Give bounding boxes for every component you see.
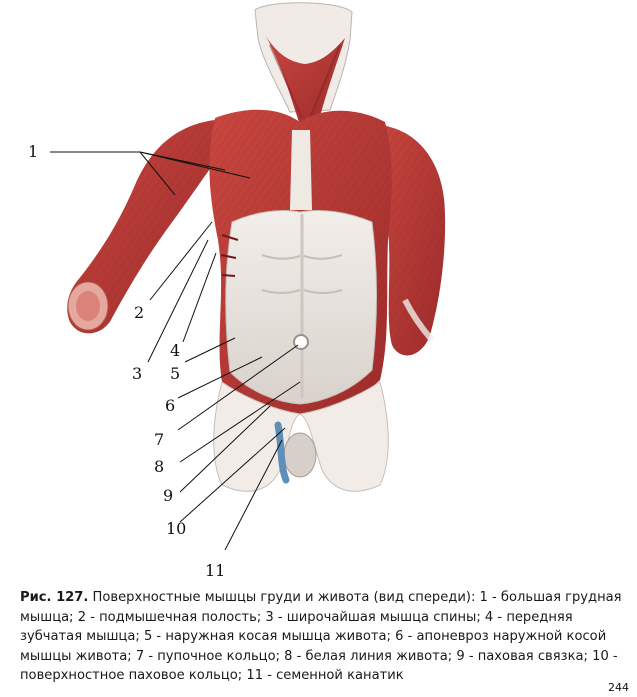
callout-1: 1 bbox=[28, 142, 39, 161]
head-neck bbox=[255, 3, 352, 125]
callout-5: 5 bbox=[170, 364, 181, 383]
caption-label: Рис. 127. bbox=[20, 590, 89, 605]
callout-10: 10 bbox=[166, 519, 187, 538]
caption-text: Поверхностные мышцы груди и живота (вид спереди): 1 - большая грудная мышца; 2 - подмышечная полость; 3 - широчайшая мышца спины; 4 - передняя зубчатая мышца; 5 - наружная косая мышца живота; 6 - апоневроз наружной косой мышцы живота; 7 - пупочное кольцо; 8 - белая линия живота; 9 - паховая связка; 10 - поверхностное паховое кольцо; 11 - семенной канатик bbox=[20, 590, 622, 684]
callout-9: 9 bbox=[163, 486, 174, 505]
callout-8: 8 bbox=[154, 457, 165, 476]
callout-7: 7 bbox=[154, 430, 165, 449]
torso bbox=[209, 110, 391, 492]
callout-4: 4 bbox=[170, 341, 181, 360]
figure-caption bbox=[20, 588, 626, 686]
page-number: 244 bbox=[608, 681, 629, 694]
callout-6: 6 bbox=[165, 396, 176, 415]
callout-11: 11 bbox=[205, 561, 226, 580]
callout-3: 3 bbox=[132, 364, 143, 383]
callout-2: 2 bbox=[134, 303, 145, 322]
